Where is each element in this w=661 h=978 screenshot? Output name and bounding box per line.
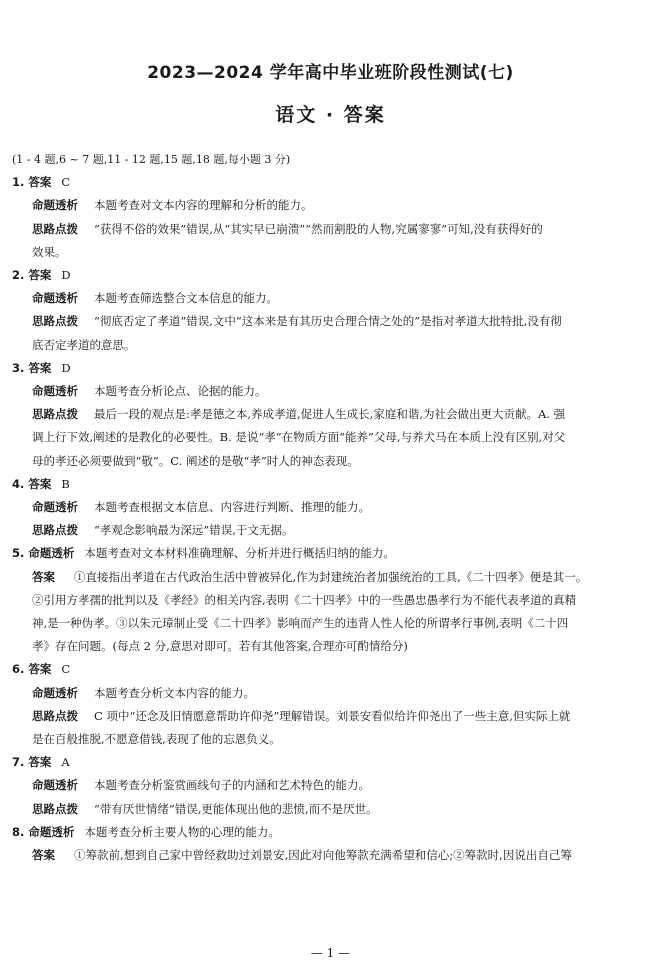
answer-label: 答案 bbox=[28, 476, 52, 491]
question-number: 2. bbox=[12, 268, 25, 283]
answer-choice: C bbox=[61, 662, 71, 677]
answer-label: 答案 bbox=[28, 360, 52, 375]
document-subtitle: 语文 · 答案 bbox=[275, 104, 386, 126]
question-5-answer-continued: ②引用方孝孺的批判以及《孝经》的相关内容,表明《二十四孝》中的一些愚忠愚孝行为不能代表孝道的真精 bbox=[32, 592, 577, 607]
analysis-label: 命题透析 bbox=[32, 198, 78, 213]
question-4-hint bbox=[12, 519, 652, 542]
answer-choice: B bbox=[61, 476, 70, 491]
analysis-label: 命题透析 bbox=[32, 778, 78, 793]
hint-text: “带有厌世情绪”错误,更能体现出他的悲愤,而不是厌世。 bbox=[94, 801, 378, 816]
question-8-answer bbox=[12, 844, 652, 867]
answer-text: ①筹款前,想到自己家中曾经救助过刘景安,因此对向他筹款充满希望和信心;②筹款时,因说出自己筹 bbox=[74, 848, 572, 863]
question-7-answer bbox=[12, 751, 652, 774]
question-number: 3. bbox=[12, 360, 25, 375]
question-2-answer bbox=[12, 264, 652, 287]
hint-label: 思路点拨 bbox=[32, 708, 78, 723]
analysis-label: 命题透析 bbox=[28, 546, 75, 561]
question-number: 5. bbox=[12, 546, 25, 561]
analysis-text: 本题考查筛选整合文本信息的能力。 bbox=[94, 291, 278, 306]
answer-label: 答案 bbox=[28, 755, 52, 770]
analysis-label: 命题透析 bbox=[32, 500, 78, 515]
question-number: 1. bbox=[12, 175, 25, 190]
answer-choice: A bbox=[61, 755, 70, 770]
hint-text: “孝观念影响最为深远”错误,于文无据。 bbox=[94, 523, 294, 538]
question-4-answer bbox=[12, 473, 652, 496]
question-3-hint-continued: 母的孝还必须要做到“敬”。C. 阐述的是敬“孝”时人的神态表现。 bbox=[32, 453, 359, 468]
page-number: — 1 — bbox=[310, 946, 351, 960]
question-5-analysis bbox=[12, 542, 652, 565]
question-3-answer bbox=[12, 357, 652, 380]
question-7-analysis bbox=[12, 774, 652, 797]
question-1-hint bbox=[12, 218, 652, 241]
question-1-analysis bbox=[12, 194, 652, 217]
question-6-answer bbox=[12, 658, 652, 681]
analysis-text: 本题考查分析论点、论据的能力。 bbox=[94, 384, 267, 399]
question-8-analysis bbox=[12, 821, 652, 844]
question-6-analysis bbox=[12, 682, 652, 705]
answer-label: 答案 bbox=[32, 569, 55, 584]
answer-choice: D bbox=[61, 268, 71, 283]
hint-label: 思路点拨 bbox=[32, 523, 78, 538]
hint-text: “获得不俗的效果”错误,从“其实早已崩溃”“然而割股的人物,究属寥寥”可知,没有获得好的 bbox=[94, 221, 543, 236]
question-6-hint bbox=[12, 705, 652, 728]
answer-choice: D bbox=[61, 360, 71, 375]
question-2-hint bbox=[12, 310, 652, 333]
question-5-answer bbox=[12, 566, 652, 589]
question-number: 6. bbox=[12, 662, 25, 677]
question-4-analysis bbox=[12, 496, 652, 519]
analysis-text: 本题考查分析主要人物的心理的能力。 bbox=[84, 824, 280, 839]
answer-label: 答案 bbox=[28, 268, 52, 283]
question-7-hint bbox=[12, 798, 652, 821]
analysis-label: 命题透析 bbox=[32, 384, 78, 399]
question-number: 7. bbox=[12, 755, 25, 770]
hint-text: C 项中“还念及旧情愿意帮助许仰尧”理解错误。刘景安看似给许仰尧出了一些主意,但实际上就 bbox=[94, 708, 571, 723]
answer-choice: C bbox=[61, 175, 71, 190]
answer-text: ①直接指出孝道在古代政治生活中曾被异化,作为封建统治者加强统治的工具,《二十四孝》便是其一。 bbox=[74, 569, 588, 584]
analysis-label: 命题透析 bbox=[28, 824, 75, 839]
document-title: 2023—2024 学年高中毕业班阶段性测试(七) bbox=[147, 63, 514, 83]
question-2-analysis bbox=[12, 287, 652, 310]
question-5-answer-continued: 孝》存在问题。(每点 2 分,意思对即可。若有其他答案,合理亦可酌情给分) bbox=[32, 639, 408, 654]
question-5-answer-continued: 神,是一种伪孝。③以朱元璋制止受《二十四孝》影响而产生的违背人性人伦的所谓孝行事例,表明《二十四 bbox=[32, 616, 569, 631]
question-2-hint-continued: 底否定孝道的意思。 bbox=[32, 337, 136, 352]
analysis-text: 本题考查分析鉴赏画线句子的内涵和艺术特色的能力。 bbox=[94, 778, 370, 793]
question-1-answer bbox=[12, 171, 652, 194]
hint-text: “彻底否定了孝道”错误,文中“这本来是有其历史合理合情之处的”是指对孝道大批特批,没有彻 bbox=[94, 314, 562, 329]
analysis-text: 本题考查分析文本内容的能力。 bbox=[94, 685, 255, 700]
hint-text: 最后一段的观点是:孝是德之本,养成孝道,促进人生成长,家庭和谐,为社会做出更大贡献。A. 强 bbox=[94, 407, 566, 422]
answer-label: 答案 bbox=[28, 175, 52, 190]
analysis-label: 命题透析 bbox=[32, 685, 78, 700]
hint-label: 思路点拨 bbox=[32, 221, 78, 236]
question-6-hint-continued: 是在百般推脱,不愿意借钱,表现了他的忘恩负义。 bbox=[32, 732, 281, 747]
question-3-hint-continued: 调上行下效,阐述的是教化的必要性。B. 是说“孝”在物质方面“能养”父母,与养犬马在本质上没有区别,对父 bbox=[32, 430, 566, 445]
question-number: 4. bbox=[12, 476, 25, 491]
analysis-label: 命题透析 bbox=[32, 291, 78, 306]
answer-content bbox=[12, 148, 652, 867]
analysis-text: 本题考查对文本内容的理解和分析的能力。 bbox=[94, 198, 313, 213]
answer-label: 答案 bbox=[32, 848, 55, 863]
hint-label: 思路点拨 bbox=[32, 407, 78, 422]
analysis-text: 本题考查根据文本信息、内容进行判断、推理的能力。 bbox=[94, 500, 370, 515]
scoring-note: (1 - 4 题,6 ~ 7 题,11 - 12 题,15 题,18 题,每小题 3 分) bbox=[12, 153, 291, 166]
answer-label: 答案 bbox=[28, 662, 52, 677]
question-3-analysis bbox=[12, 380, 652, 403]
question-number: 8. bbox=[12, 824, 25, 839]
question-3-hint bbox=[12, 403, 652, 426]
analysis-text: 本题考查对文本材料准确理解、分析并进行概括归纳的能力。 bbox=[84, 546, 395, 561]
hint-label: 思路点拨 bbox=[32, 314, 78, 329]
hint-label: 思路点拨 bbox=[32, 801, 78, 816]
question-1-hint-continued: 效果。 bbox=[32, 244, 67, 259]
